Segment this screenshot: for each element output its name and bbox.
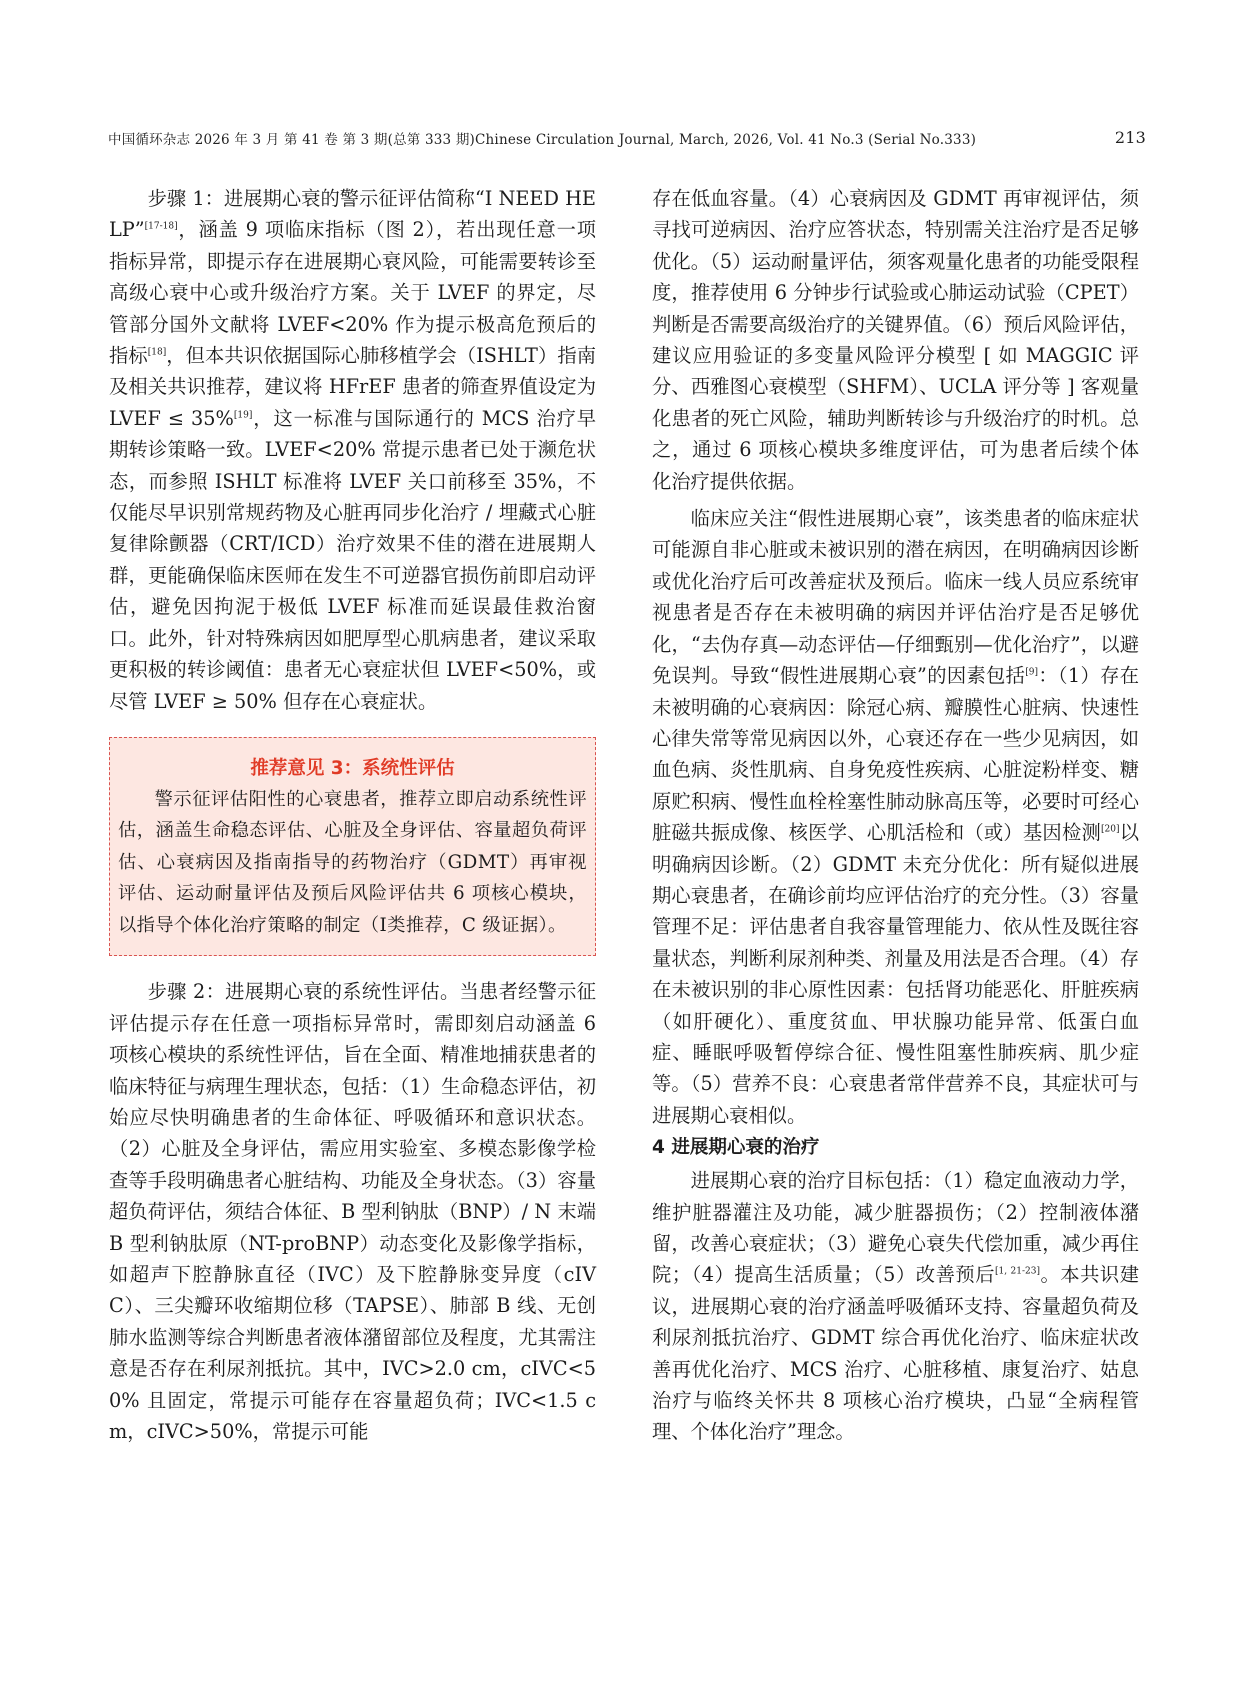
step1-paragraph: 步骤 1：进展期心衰的警示征评估简称“I NEED HELP”[17-18]，涵盖 9 项临床指标（图 2），若出现任意一项指标异常，即提示存在进展期心衰风险，可能需要转诊至高级心衰中心或升级治疗方案。关于 LVEF 的界定，尽管部分国外文献将 LVEF<20% 作为提示极高危预后的指标[18]，但本共识依据国际心肺移植学会（ISHLT）指南及相关共识推荐，建议将 HFrEF 患者的筛查界值设定为 LVEF ≤ 35%[19]，这一标准与国际通行的 MCS 治疗早期转诊策略一致。LVEF<20% 常提示患者已处于濒危状态，而参照 ISHLT 标准将 LVEF 关口前移至 35%，不仅能尽早识别常规药物及心脏再同步化治疗 / 埋藏式心脏复律除颤器（CRT/ICD）治疗效果不佳的潜在进展期人群，更能确保临床医师在发生不可逆器官损伤前即启动评估，避免因拘泥于极低 LVEF 标准而延误最佳救治窗口。此外，针对特殊病因如肥厚型心肌病患者，建议采取更积极的转诊阈值：患者无心衰症状但 LVEF<50%，或尽管 LVEF ≥ 50% 但存在心衰症状。 [109, 187, 596, 713]
citation[interactable]: [1, 21-23] [995, 1266, 1040, 1277]
step2-continued-paragraph: 存在低血容量。（4）心衰病因及 GDMT 再审视评估，须寻找可逆病因、治疗应答状态，特别需关注治疗是否足够优化。（5）运动耐量评估，须客观量化患者的功能受限程度，推荐使用 6 分钟步行试验或心肺运动试验（CPET）判断是否需要高级治疗的关键界值。（6）预后风险评估，建议应用验证的多变量风险评分模型 [ 如 MAGGIC 评分、西雅图心衰模型（SHFM）、UCLA 评分等 ] 客观量化患者的死亡风险，辅助判断转诊与升级治疗的时机。总之，通过 6 项核心模块多维度评估，可为患者后续个体化治疗提供依据。 [652, 187, 1139, 493]
pseudo-advanced-hf-paragraph: 临床应关注“假性进展期心衰”，该类患者的临床症状可能源自非心脏或未被识别的潜在病因，在明确病因诊断或优化治疗后可改善症状及预后。临床一线人员应系统审视患者是否存在未被明确的病因并评估治疗是否足够优化，“去伪存真—动态评估—仔细甄别—优化治疗”，以避免误判。导致“假性进展期心衰”的因素包括[9]：（1）存在未被明确的心衰病因：除冠心病、瓣膜性心脏病、快速性心律失常等常见病因以外，心衰还存在一些少见病因，如血色病、炎性肌病、自身免疫性疾病、心脏淀粉样变、糖原贮积病、慢性血栓栓塞性肺动脉高压等，必要时可经心脏磁共振成像、核医学、心肌活检和（或）基因检测[20]以明确病因诊断。（2）GDMT 未充分优化：所有疑似进展期心衰患者，在确诊前均应评估治疗的充分性。（3）容量管理不足：评估患者自我容量管理能力、依从性及既往容量状态，判断利尿剂种类、剂量及用法是否合理。（4）存在未被识别的非心原性因素：包括肾功能恶化、肝脏疾病（如肝硬化）、重度贫血、甲状腺功能异常、低蛋白血症、睡眠呼吸暂停综合征、慢性阻塞性肺疾病、肌少症等。（5）营养不良：心衰患者常伴营养不良，其症状可与进展期心衰相似。 [652, 507, 1140, 1127]
citation[interactable]: [9] [1025, 667, 1039, 678]
citation[interactable]: [18] [147, 347, 167, 358]
left-column [109, 183, 596, 1448]
right-column [652, 183, 1139, 1448]
citation[interactable]: [17-18] [144, 221, 178, 232]
recommendation-box [109, 737, 596, 957]
step2-paragraph: 步骤 2：进展期心衰的系统性评估。当患者经警示征评估提示存在任意一项指标异常时，需即刻启动涵盖 6 项核心模块的系统性评估，旨在全面、精准地捕获患者的临床特征与病理生理状态，包括：（1）生命稳态评估，初始应尽快明确患者的生命体征、呼吸循环和意识状态。（2）心脏及全身评估，需应用实验室、多模态影像学检查等手段明确患者心脏结构、功能及全身状态。（3）容量超负荷评估，须结合体征、B 型利钠肽（BNP）/ N 末端 B 型利钠肽原（NT-proBNP）动态变化及影像学指标，如超声下腔静脉直径（IVC）及下腔静脉变异度（cIVC）、三尖瓣环收缩期位移（TAPSE）、肺部 B 线、无创肺水监测等综合判断患者液体潴留部位及程度，尤其需注意是否存在利尿剂抵抗。其中，IVC>2.0 cm，cIVC<50% 且固定，常提示可能存在容量超负荷；IVC<1.5 cm，cIVC>50%，常提示可能 [109, 980, 596, 1444]
journal-running-title: 中国循环杂志 2026 年 3 月 第 41 卷 第 3 期(总第 333 期)Chinese Circulation Journal, March, 2026, Vol. 41 No.3 (Serial No.333) [108, 132, 977, 148]
section-heading: 4 进展期心衰的治疗 [652, 1137, 820, 1159]
citation[interactable]: [20] [1101, 824, 1120, 835]
citation[interactable]: [19] [233, 410, 253, 421]
recommendation-title: 推荐意见 3：系统性评估 [250, 757, 455, 779]
page-number: 213 [1114, 128, 1146, 147]
recommendation-body: 警示征评估阳性的心衰患者，推荐立即启动系统性评估，涵盖生命稳态评估、心脏及全身评估、容量超负荷评估、心衰病因及指南指导的药物治疗（GDMT）再审视评估、运动耐量评估及预后风险评估共 6 项核心模块，以指导个体化治疗策略的制定（Ⅰ类推荐，C 级证据）。 [118, 788, 587, 936]
running-header [108, 128, 1146, 148]
treatment-goals-paragraph: 进展期心衰的治疗目标包括：（1）稳定血液动力学，维护脏器灌注及功能，减少脏器损伤；（2）控制液体潴留，改善心衰症状；（3）避免心衰失代偿加重，减少再住院；（4）提高生活质量；（5）改善预后[1, 21-23]。本共识建议，进展期心衰的治疗涵盖呼吸循环支持、容量超负荷及利尿剂抵抗治疗、GDMT 综合再优化治疗、临床症状改善再优化治疗、MCS 治疗、心脏移植、康复治疗、姑息治疗与临终关怀共 8 项核心治疗模块，凸显“全病程管理、个体化治疗”理念。 [652, 1169, 1140, 1444]
